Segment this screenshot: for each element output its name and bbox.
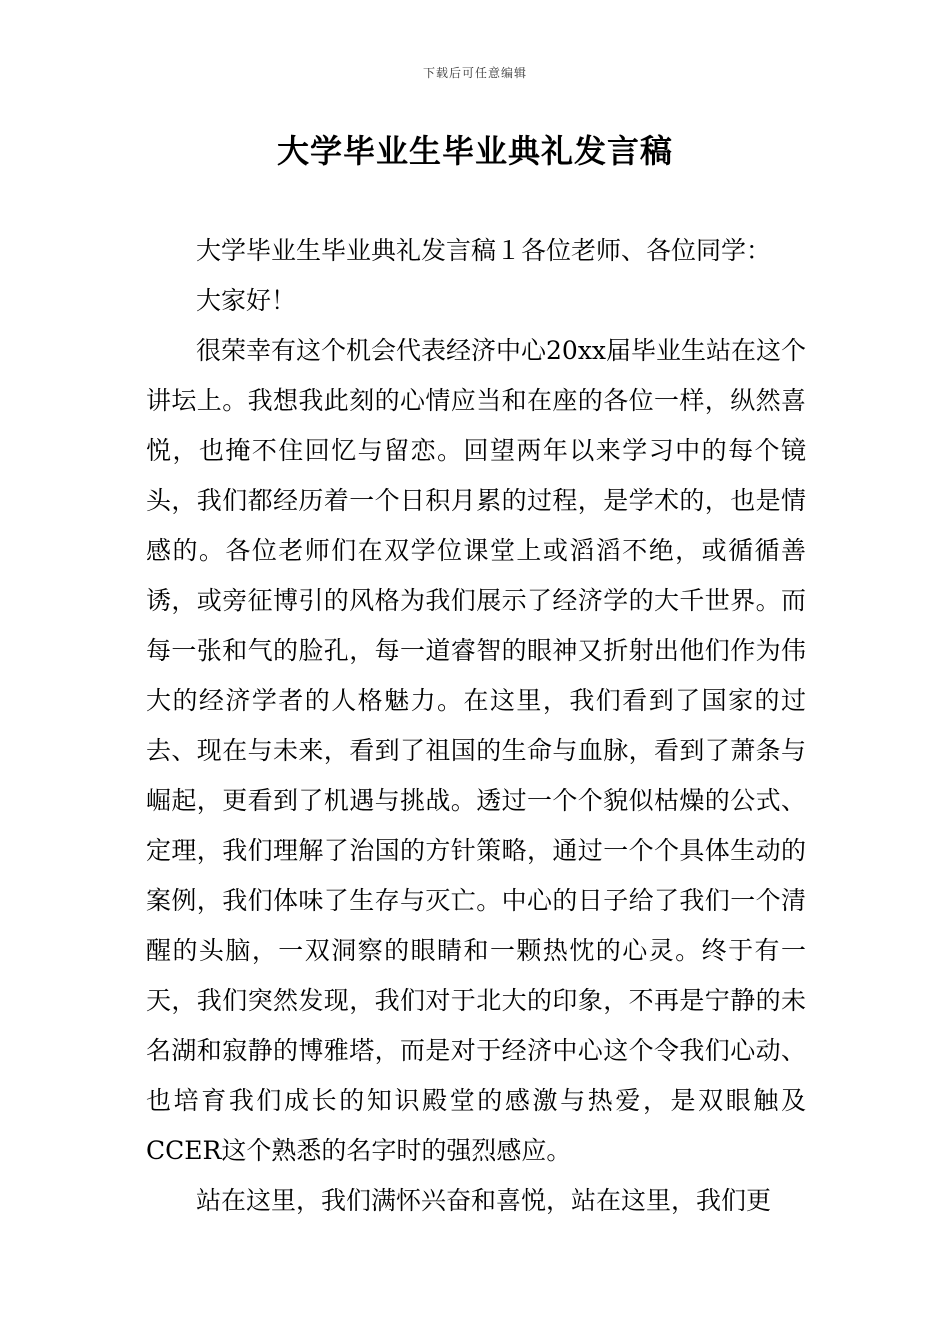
document-body	[146, 226, 806, 1226]
document-title: 大学毕业生毕业典礼发言稿	[276, 132, 673, 170]
paragraph-continued: 站在这里，我们满怀兴奋和喜悦，站在这里，我们更	[196, 1186, 772, 1215]
paragraph-greeting: 大家好！	[196, 286, 297, 315]
paragraph-main: 很荣幸有这个机会代表经济中心20xx届毕业生站在这个讲坛上。我想我此刻的心情应当和在座的各位一样，纵然喜悦，也掩不住回忆与留恋。回望两年以来学习中的每个镜头，我们都经历着一个日积月累的过程，是学术的，也是情感的。各位老师们在双学位课堂上或滔滔不绝，或循循善诱，或旁征博引的风格为我们展示了经济学的大千世界。而每一张和气的脸孔，每一道睿智的眼神又折射出他们作为伟大的经济学者的人格魅力。在这里，我们看到了国家的过去、现在与未来，看到了祖国的生命与血脉，看到了萧条与崛起，更看到了机遇与挑战。透过一个个貌似枯燥的公式、定理，我们理解了治国的方针策略，通过一个个具体生动的案例，我们体味了生存与灭亡。中心的日子给了我们一个清醒的头脑，一双洞察的眼睛和一颗热忱的心灵。终于有一天，我们突然发现，我们对于北大的印象，不再是宁静的未名湖和寂静的博雅塔，而是对于经济中心这个令我们心动、也培育我们成长的知识殿堂的感激与热爱，是双眼触及CCER这个熟悉的名字时的强烈感应。	[146, 336, 807, 1165]
header-note: 下载后可任意编辑	[422, 66, 527, 80]
paragraph-salutation: 大学毕业生毕业典礼发言稿１各位老师、各位同学：	[196, 236, 772, 265]
